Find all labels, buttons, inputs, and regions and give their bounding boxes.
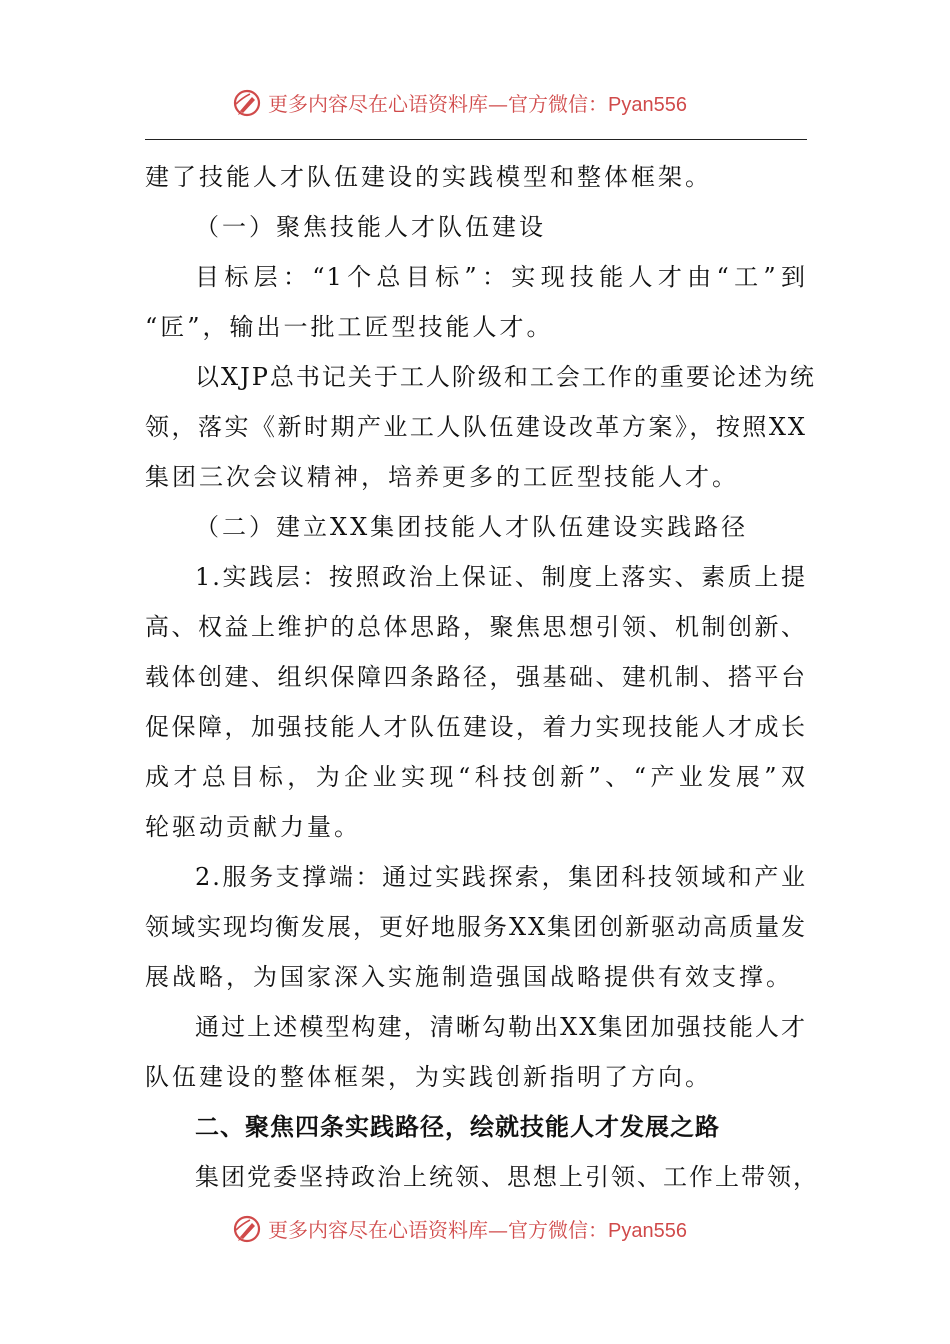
paragraph-line: 建了技能人才队伍建设的实践模型和整体框架。 [145, 163, 712, 191]
paragraph-line: 促保障，加强技能人才队伍建设，着力实现技能人才成长 [145, 713, 807, 741]
wechat-id: Pyan556 [608, 1220, 687, 1242]
paragraph-line: 队伍建设的整体框架，为实践创新指明了方向。 [145, 1063, 712, 1091]
wechat-id: Pyan556 [608, 94, 687, 116]
watermark-text: 更多内容尽在心语资料库—官方微信：Pyan556 [268, 92, 687, 116]
paragraph-line: 1.实践层：按照政治上保证、制度上落实、素质上提 [195, 563, 807, 591]
paragraph-line: 通过上述模型构建，清晰勾勒出XX集团加强技能人才 [195, 1013, 807, 1041]
paragraph-line: 成才总目标，为企业实现“科技创新”、“产业发展”双 [145, 763, 807, 791]
paragraph-line: “匠”，输出一批工匠型技能人才。 [145, 313, 554, 341]
watermark-text: 更多内容尽在心语资料库—官方微信：Pyan556 [268, 1218, 687, 1242]
chapter-heading: 二、聚焦四条实践路径，绘就技能人才发展之路 [195, 1113, 720, 1141]
paragraph-line: 集团党委坚持政治上统领、思想上引领、工作上带领， [195, 1163, 819, 1191]
footer-watermark-banner [0, 1212, 950, 1252]
section-heading: （二）建立XX集团技能人才队伍建设实践路径 [195, 513, 749, 541]
paragraph-line: 高、权益上维护的总体思路，聚焦思想引领、机制创新、 [145, 613, 807, 641]
header-watermark-banner [0, 86, 950, 126]
paragraph-line: 领域实现均衡发展，更好地服务XX集团创新驱动高质量发 [145, 913, 808, 941]
paragraph-line: 领，落实《新时期产业工人队伍建设改革方案》，按照XX [145, 413, 807, 441]
paragraph-line: 轮驱动贡献力量。 [145, 813, 361, 841]
pen-logo-icon [232, 1214, 262, 1244]
paragraph-line: 载体创建、组织保障四条路径，强基础、建机制、搭平台 [145, 663, 807, 691]
paragraph-line: 以XJP总书记关于工人阶级和工会工作的重要论述为统 [195, 363, 816, 391]
paragraph-line: 展战略，为国家深入实施制造强国战略提供有效支撑。 [145, 963, 793, 991]
paragraph-line: 目标层：“1个总目标”：实现技能人才由“工”到 [195, 263, 807, 291]
pen-logo-icon [232, 88, 262, 118]
document-body [145, 152, 819, 1202]
section-heading: （一）聚焦技能人才队伍建设 [195, 213, 546, 241]
paragraph-line: 2.服务支撑端：通过实践探索，集团科技领域和产业 [195, 863, 807, 891]
paragraph-line: 集团三次会议精神，培养更多的工匠型技能人才。 [145, 463, 739, 491]
header-divider [145, 139, 807, 140]
